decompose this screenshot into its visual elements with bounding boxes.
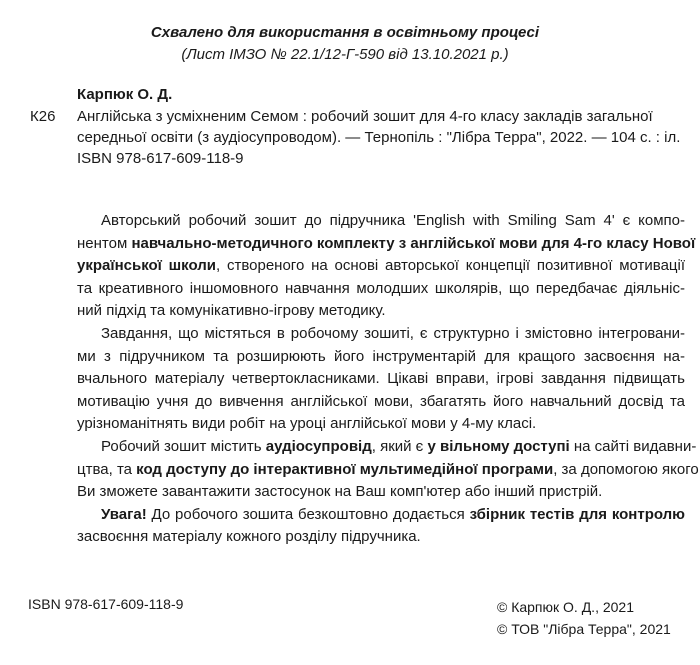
bold-text-run: української школи xyxy=(77,257,217,275)
paragraph-line xyxy=(77,300,685,323)
bold-text-run: збірник тестів для контролю xyxy=(469,505,685,523)
paragraph-line xyxy=(77,323,685,346)
catalog-isbn: ISBN 978-617-609-118-9 xyxy=(77,150,244,167)
copyright-publisher: © ТОВ "Лібра Терра", 2021 xyxy=(497,621,671,637)
paragraph-line xyxy=(77,526,685,549)
catalog-description xyxy=(77,106,687,169)
text-run: , який є xyxy=(371,437,428,455)
approval-title: Схвалено для використання в освітньому процесі xyxy=(150,24,540,41)
text-run: Робочий зошит містить xyxy=(101,437,266,455)
text-run: , за допомогою якого xyxy=(553,460,699,478)
text-run: ний підхід та комунікативно-ігрову методику. xyxy=(77,302,386,320)
text-run: урізноманітнять види робіт на уроці англійської мови у 4-му класі. xyxy=(77,415,537,433)
text-run: вчального матеріалу четвертокласниками. Цікаві вправи, ігрові завдання підвищать xyxy=(77,370,685,388)
paragraph-line xyxy=(77,278,685,301)
text-run: цтва, та xyxy=(77,460,137,478)
paragraph-line xyxy=(77,391,685,414)
bold-text-run: аудіосупровід xyxy=(265,437,372,455)
catalog-code: К26 xyxy=(30,108,56,125)
catalog-author: Карпюк О. Д. xyxy=(77,86,173,103)
text-run: Завдання, що містяться в робочому зошиті, є структурно і змістовно інтегровани- xyxy=(101,324,685,342)
paragraph-line xyxy=(77,504,685,527)
text-run: нентом xyxy=(77,234,132,252)
footer-isbn: ISBN 978-617-609-118-9 xyxy=(28,596,184,612)
copyright-block xyxy=(497,596,671,640)
paragraph-line xyxy=(77,255,685,278)
bold-text-run: у вільному доступі xyxy=(427,437,570,455)
text-run: До робочого зошита безкоштовно додається xyxy=(146,505,470,523)
copyright-author: © Карпюк О. Д., 2021 xyxy=(497,599,634,615)
paragraph-line xyxy=(77,233,696,256)
paragraph-line xyxy=(77,481,685,504)
paragraph-line xyxy=(77,436,697,459)
paragraph-line xyxy=(77,413,685,436)
paragraph-line xyxy=(77,210,685,233)
catalog-description-line: середньої освіти (з аудіосупроводом). — Тернопіль : "Лібра Терра", 2022. — 104 с. : іл. xyxy=(77,129,681,146)
text-run: Авторський робочий зошит до підручника 'English with Smiling Sam 4' є компо- xyxy=(101,212,685,229)
annotation-text xyxy=(77,210,699,549)
bold-text-run: навчально-методичного комплекту з англійської мови для 4-го класу Нової xyxy=(131,234,696,252)
text-run: Ви зможете завантажити застосунок на Ваш комп'ютер або інший пристрій. xyxy=(77,483,603,501)
text-run: , створеного на основі авторської концепції позитивної мотивації xyxy=(216,257,685,275)
paragraph-line xyxy=(77,346,685,369)
paragraph-line xyxy=(77,368,685,391)
approval-letter-reference: (Лист ІМЗО № 22.1/12-Г-590 від 13.10.2021 р.) xyxy=(181,46,509,63)
paragraph-line xyxy=(77,459,699,482)
text-run: засвоєння матеріалу кожного розділу підручника. xyxy=(77,528,421,546)
text-run: ми з підручником та розширюють його інструментарій для кращого засвоєння на- xyxy=(77,347,685,365)
catalog-description-line: Англійська з усміхненим Семом : робочий зошит для 4-го класу закладів загальної xyxy=(77,108,653,125)
text-run: мотивацію учня до вивчення англійської мови, збагатять його навчальний досвід та xyxy=(77,392,685,410)
text-run: на сайті видавни- xyxy=(569,437,697,455)
bold-text-run: код доступу до інтерактивної мультимедійної програми xyxy=(136,460,554,478)
text-run: та креативного іншомовного навчання молодших школярів, що передбачає діяльніс- xyxy=(77,279,685,297)
bold-text-run: Увага! xyxy=(101,505,147,523)
approval-notice xyxy=(0,22,700,66)
